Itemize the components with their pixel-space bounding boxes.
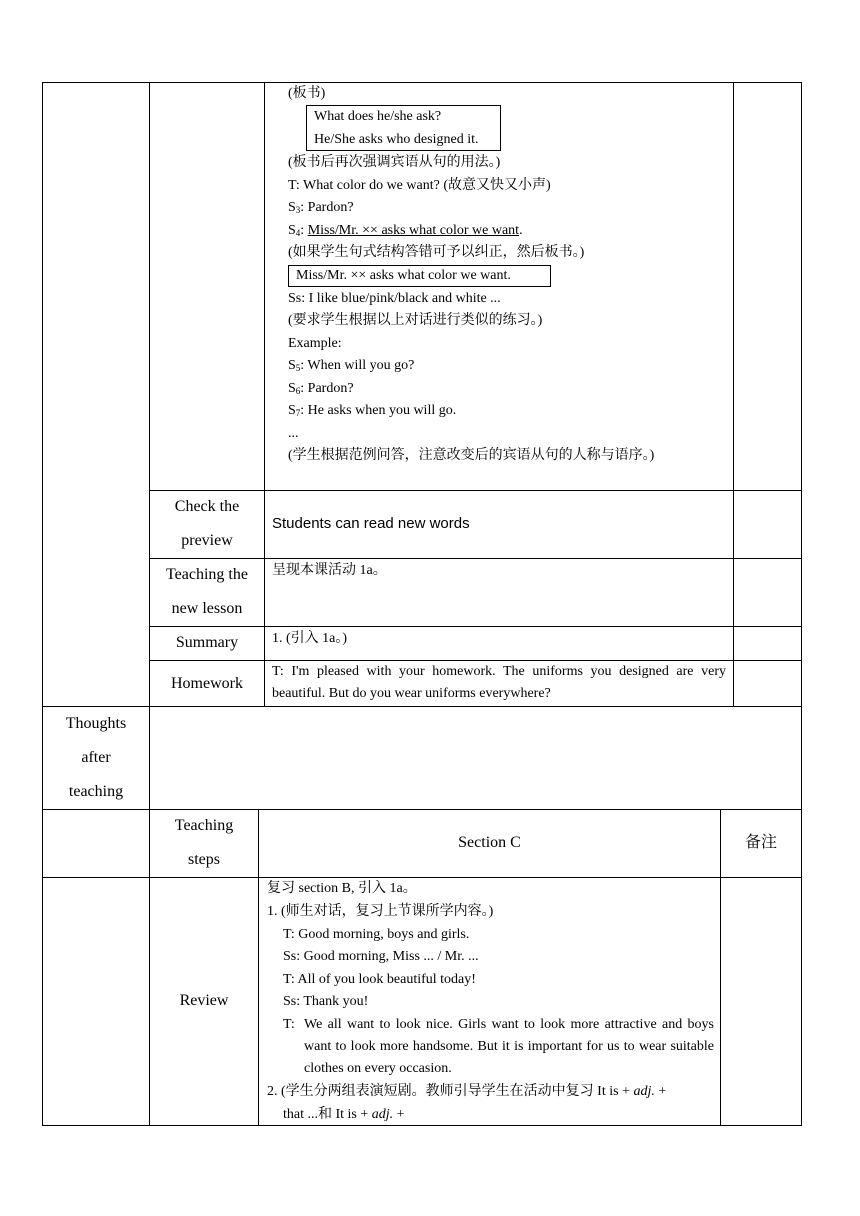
upper-col-divider-2 xyxy=(264,82,265,707)
note-line: (要求学生根据以上对话进行类似的练习。) xyxy=(288,313,543,328)
review-line: 2. (学生分两组表演短剧。教师引导学生在活动中复习 It is + adj. + xyxy=(267,1084,667,1099)
table-top-border xyxy=(42,82,802,83)
ellipsis-line: ... xyxy=(288,426,299,441)
teaching-steps-header: Teaching steps xyxy=(174,817,234,868)
review-line: T: Good morning, boys and girls. xyxy=(283,927,470,942)
row-divider xyxy=(42,706,802,707)
thoughts-divider xyxy=(149,706,150,809)
upper-col-divider-3 xyxy=(733,82,734,707)
note-line: (学生根据范例问答，注意改变后的宾语从句的人称与语序。) xyxy=(288,448,655,463)
board-line: What does he/she ask? xyxy=(314,109,442,124)
dialogue-line: $S_3$: Pardon? xyxy=(288,200,354,215)
section-c-header: Section C xyxy=(458,834,521,851)
summary-label: Summary xyxy=(175,634,239,651)
dialogue-line: $S_4$: Miss/Mr. ×× asks what color we want. xyxy=(288,223,523,238)
review-line: Ss: Thank you! xyxy=(283,994,369,1009)
dialogue-line: T: What color do we want? (故意又快又小声) xyxy=(288,178,551,193)
dialogue-line: $S_5$: When will you go? xyxy=(288,358,415,373)
review-line: 复习 section B, 引入 1a。 xyxy=(267,881,417,896)
review-line: T: All of you look beautiful today! xyxy=(283,972,476,987)
row-divider xyxy=(42,877,802,878)
review-label: Review xyxy=(179,992,229,1009)
dialogue-line: Ss: I like blue/pink/black and white ... xyxy=(288,291,501,306)
teaching-new-lesson-content: 呈现本课活动 1a。 xyxy=(272,563,387,578)
table-right-border xyxy=(801,82,802,1125)
example-label: Example: xyxy=(288,336,342,351)
review-paragraph: We all want to look nice. Girls want to look more attractive and boys want to look more handsome. But it is important for us to wear suitable clothes on every occasion. xyxy=(304,1017,714,1076)
table-left-border xyxy=(42,82,43,1125)
board-note: (板书) xyxy=(288,86,326,101)
note-line: (如果学生句式结构答错可予以纠正，然后板书。) xyxy=(288,245,585,260)
summary-content: 1. (引入 1a。) xyxy=(272,631,348,646)
homework-content: T: I'm pleased with your homework. The uniforms you designed are very beautiful. But do you wear uniforms everywhere? xyxy=(272,664,726,701)
review-line: Ss: Good morning, Miss ... / Mr. ... xyxy=(283,949,479,964)
check-preview-content: Students can read new words xyxy=(272,515,470,532)
note-line: (板书后再次强调宾语从句的用法。) xyxy=(288,155,501,170)
board-line: Miss/Mr. ×× asks what color we want. xyxy=(296,268,511,283)
dialogue-line: $S_6$: Pardon? xyxy=(288,381,354,396)
check-preview-label: Check the preview xyxy=(174,498,240,549)
homework-label: Homework xyxy=(171,675,243,692)
notes-header: 备注 xyxy=(744,834,777,851)
table-bottom-border xyxy=(42,1125,802,1126)
review-line: 1. (师生对话，复习上节课所学内容。) xyxy=(267,904,494,919)
thoughts-after-teaching-label: Thoughts after teaching xyxy=(65,715,127,800)
review-speaker: T: xyxy=(283,1017,295,1032)
dialogue-line: $S_7$: He asks when you will go. xyxy=(288,403,457,418)
review-line: that ...和 It is + adj. + xyxy=(283,1107,405,1122)
board-line: He/She asks who designed it. xyxy=(314,132,479,147)
teaching-new-lesson-label: Teaching the new lesson xyxy=(166,566,248,617)
